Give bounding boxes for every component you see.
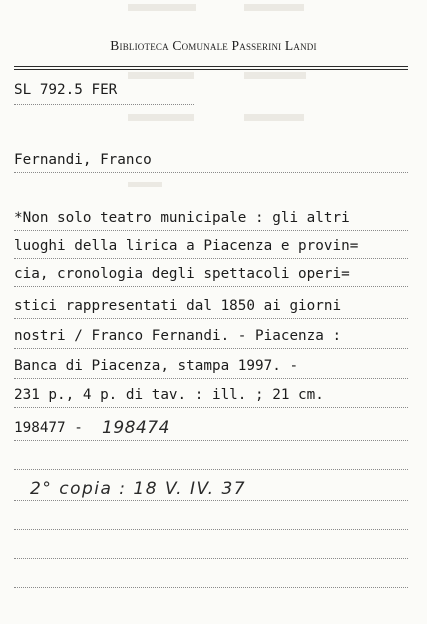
bleed-through-mark: [128, 182, 162, 187]
bleed-through-mark: [244, 4, 304, 11]
description-line-3: cia, cronologia degli spettacoli operi=: [14, 266, 350, 282]
dotted-rule: [14, 348, 408, 349]
inventory-handwritten: 198474: [102, 418, 170, 438]
dotted-rule: [14, 529, 408, 530]
dotted-rule: [14, 558, 408, 559]
description-line-5: nostri / Franco Fernandi. - Piacenza :: [14, 328, 342, 344]
dotted-rule: [14, 286, 408, 287]
dotted-rule: [14, 172, 408, 173]
description-line-4: stici rappresentati dal 1850 ai giorni: [14, 298, 342, 314]
bleed-through-mark: [128, 4, 196, 11]
header-rule-bottom: [14, 69, 408, 70]
dotted-rule: [14, 230, 408, 231]
library-header: Biblioteca Comunale Passerini Landi: [110, 38, 317, 53]
header-rule-top: [14, 66, 408, 67]
dotted-rule: [14, 318, 408, 319]
bleed-through-mark: [244, 114, 304, 121]
bleed-through-mark: [244, 72, 306, 79]
dotted-rule: [14, 469, 408, 470]
bleed-through-mark: [128, 72, 194, 79]
dotted-rule: [14, 104, 194, 105]
description-line-2: luoghi della lirica a Piacenza e provin=: [14, 238, 359, 254]
dotted-rule: [14, 407, 408, 408]
dotted-rule: [14, 500, 408, 501]
description-line-6: Banca di Piacenza, stampa 1997. -: [14, 358, 299, 374]
second-copy-note: 2° copia : 18 V. IV. 37: [30, 479, 247, 499]
dotted-rule: [14, 440, 408, 441]
dotted-rule: [14, 378, 408, 379]
description-line-1: *Non solo teatro municipale : gli altri: [14, 210, 350, 226]
description-line-7: 231 p., 4 p. di tav. : ill. ; 21 cm.: [14, 387, 324, 403]
shelfmark: SL 792.5 FER: [14, 82, 118, 98]
dotted-rule: [14, 587, 408, 588]
bleed-through-mark: [128, 114, 194, 121]
author-heading: Fernandi, Franco: [14, 152, 152, 168]
inventory-number: 198477 -: [14, 420, 83, 436]
dotted-rule: [14, 258, 408, 259]
